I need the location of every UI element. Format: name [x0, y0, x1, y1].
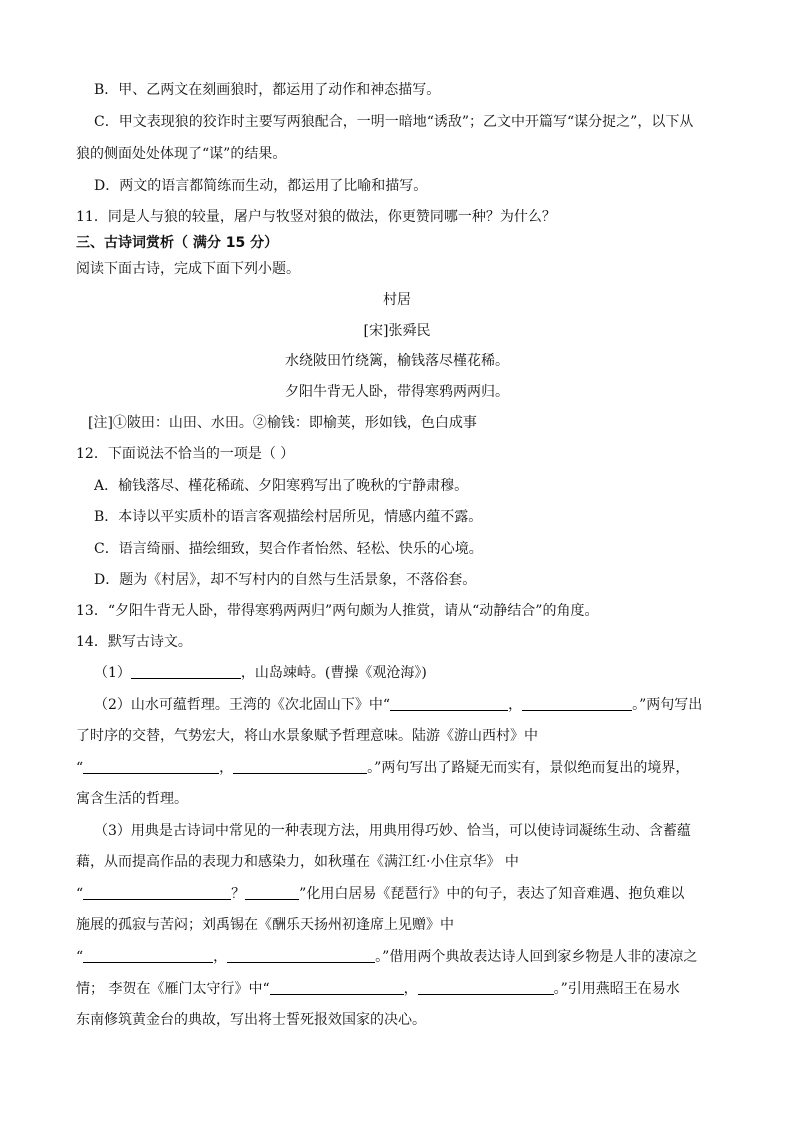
part-text: （2）山水可蕴哲理。王湾的《次北固山下》中“: [94, 697, 391, 713]
part-number: （1）: [94, 665, 131, 681]
answer-blank[interactable]: [131, 664, 241, 679]
q10-option-c-line1: C．甲文表现狼的狡诈时主要写两狼配合，一明一暗地“诱敌”；乙文中开篇写“谋分捉之”，以下从: [94, 114, 694, 130]
punct: ？: [231, 886, 246, 902]
poem-author: [宋]张舜民: [363, 323, 431, 339]
answer-blank[interactable]: [83, 948, 213, 963]
q12-option-a: A．榆钱落尽、槿花稀疏、夕阳寒鸦写出了晚秋的宁静肃穆。: [94, 478, 469, 494]
part-text: 。”两句写出了路疑无而实有，景似绝而复出的境界，: [367, 760, 690, 776]
part-text: ”化用白居易《琵琶行》中的句子，表达了知音难遇、抱负难以: [299, 886, 685, 902]
punct: ，: [508, 697, 523, 713]
part-text: 。”两句写出: [632, 697, 703, 713]
question-12-stem: 12．下面说法不恰当的一项是（ ）: [76, 446, 295, 462]
poem-title: 村居: [383, 292, 411, 308]
q14-part-1: [94, 663, 427, 683]
poem-annotation: [注]①陂田：山田、水田。②榆钱：即榆荚，形如钱，色白成事: [88, 415, 477, 431]
q14-part-2-line2: 了时序的交替，气势宏大，将山水景象赋予哲理意味。陆游《游山西村》中: [76, 728, 538, 744]
q14-part-3-line6: [76, 979, 680, 999]
q14-part-3-line2: 藉，从而提高作品的表现力和感染力，如秋瑾在《满江红·小住京华》 中: [76, 854, 519, 870]
answer-blank[interactable]: [522, 696, 632, 711]
q12-option-b: B．本诗以平实质朴的语言客观描绘村居所见，情感内蕴不露。: [94, 509, 483, 525]
q14-part-3-line7: 东南修筑黄金台的典故，写出将士誓死报效国家的决心。: [76, 1012, 426, 1028]
answer-blank[interactable]: [83, 885, 231, 900]
answer-blank[interactable]: [270, 980, 404, 995]
punct: ，: [219, 760, 234, 776]
section-3-intro: 阅读下面古诗，完成下面下列小题。: [76, 261, 300, 277]
poem-line-1: 水绕陂田竹绕篱，榆钱落尽槿花稀。: [285, 353, 509, 369]
q12-option-d: D．题为《村居》，却不写村内的自然与生活景象，不落俗套。: [94, 572, 477, 588]
punct: “: [76, 886, 84, 902]
question-14-stem: 14．默写古诗文。: [76, 634, 192, 650]
punct: ，: [403, 981, 418, 997]
part-text: ，山岛竦峙。(曹操《观沧海》): [240, 665, 427, 681]
part-text: 。”借用两个典故表达诗人回到家乡物是人非的凄凉之: [375, 949, 698, 965]
q14-part-2-line4: 寓含生活的哲理。: [76, 791, 188, 807]
q14-part-2-line1: [94, 695, 702, 715]
q10-option-d: D．两文的语言都简练而生动，都运用了比喻和描写。: [94, 178, 428, 194]
punct: “: [76, 949, 84, 965]
answer-blank[interactable]: [233, 759, 367, 774]
q14-part-3-line3: [76, 884, 684, 904]
section-3-title: 三、古诗词赏析（ 满分 15 分）: [76, 235, 279, 251]
poem-line-2: 夕阳牛背无人卧，带得寒鸦两两归。: [285, 384, 509, 400]
punct: ，: [213, 949, 228, 965]
q14-part-3-line1: （3）用典是古诗词中常见的一种表现方法，用典用得巧妙、恰当，可以使诗词凝练生动、含蓄蕴: [94, 823, 691, 839]
part-text: 情； 李贺在《雁门太守行》中“: [76, 981, 270, 997]
answer-blank[interactable]: [390, 696, 508, 711]
answer-blank[interactable]: [227, 948, 375, 963]
q14-part-3-line4: 施展的孤寂与苦闷；刘禹锡在《酬乐天扬州初逢席上见赠》中: [76, 917, 454, 933]
q14-part-2-line3: [76, 758, 689, 778]
answer-blank[interactable]: [418, 980, 554, 995]
q12-option-c: C．语言绮丽、描绘细致，契合作者怡然、轻松、快乐的心境。: [94, 541, 483, 557]
q10-option-c-line2: 狼的侧面处处体现了“谋”的结果。: [76, 146, 287, 162]
q14-part-3-line5: [76, 947, 697, 967]
punct: “: [76, 760, 84, 776]
part-text: 。”引用燕昭王在易水: [553, 981, 680, 997]
q10-option-b: B．甲、乙两文在刻画狼时，都运用了动作和神态描写。: [94, 82, 441, 98]
answer-blank[interactable]: [83, 759, 219, 774]
question-13: 13．“夕阳牛背无人卧，带得寒鸦两两归”两句颇为人推赏，请从“动静结合”的角度。: [76, 603, 599, 619]
answer-blank[interactable]: [245, 885, 299, 900]
question-11: 11．同是人与狼的较量，屠户与牧竖对狼的做法，你更赞同哪一种？为什么？: [76, 209, 556, 225]
